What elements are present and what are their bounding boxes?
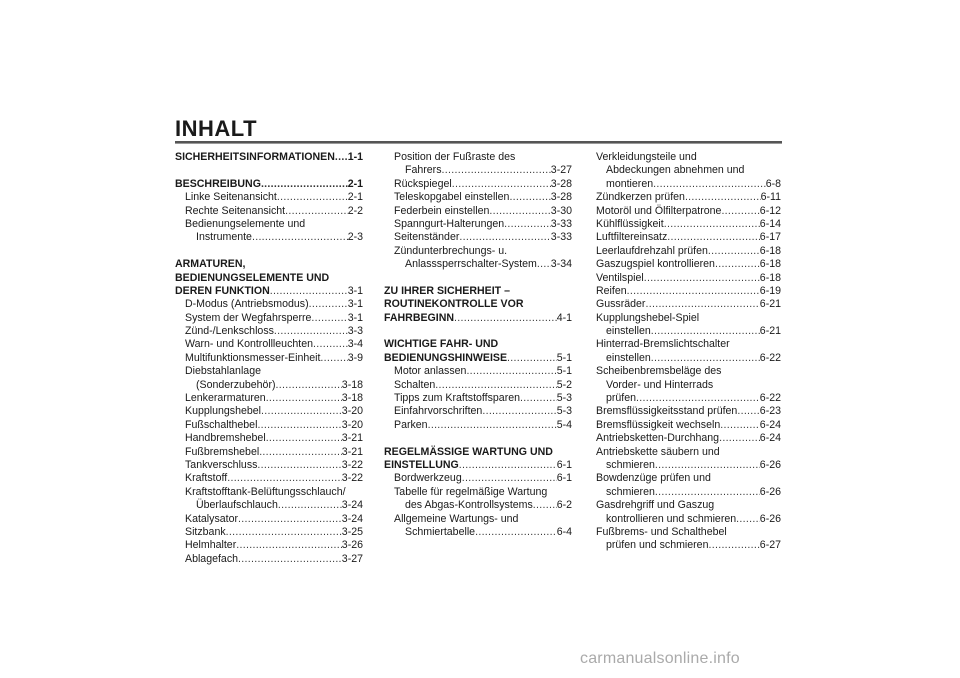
toc-entry-continued: Bedienungselemente und (185, 217, 306, 230)
toc-entry-continued: Position der Fußraste des (394, 151, 516, 163)
toc-entry-continued: Gasdrehgriff und Gaszug (596, 499, 715, 512)
toc-entry[interactable]: Bremsflüssigkeit wechseln ..... 6-24 (596, 419, 781, 432)
toc-entry[interactable]: Federbein einstellen ..... 3-30 (384, 205, 572, 218)
toc-entry[interactable]: montieren ..... 6-8 (596, 178, 781, 191)
toc-entry[interactable]: Tipps zum Kraftstoffsparen ..... 5-3 (384, 392, 572, 405)
toc-entry-continued: Allgemeine Wartungs- und (394, 512, 519, 525)
toc-entry[interactable]: Seitenständer ..... 3-33 (384, 231, 572, 244)
toc-entry[interactable]: (Sonderzubehör) ..... 3-18 (175, 379, 363, 392)
toc-entry[interactable]: Teleskopgabel einstellen ..... 3-28 (384, 191, 572, 204)
toc-entry[interactable]: kontrollieren und schmieren ..... 6-26 (596, 513, 781, 526)
toc-entry[interactable]: prüfen und schmieren ..... 6-27 (596, 539, 781, 552)
toc-entry[interactable]: Fußschalthebel ..... 3-20 (175, 419, 363, 432)
toc-entry[interactable]: einstellen ..... 6-22 (596, 352, 781, 365)
toc-entry-continued: Diebstahlanlage (185, 365, 261, 378)
toc-entry[interactable]: Zünd-/Lenkschloss ..... 3-3 (175, 325, 363, 338)
toc-entry[interactable]: Bremsflüssigkeitsstand prüfen ..... 6-23 (596, 405, 781, 418)
toc-entry-einstellung[interactable]: EINSTELLUNG ..... 6-1 (384, 459, 572, 472)
toc-entry[interactable]: Parken ..... 5-4 (384, 419, 572, 432)
toc-entry[interactable]: Ablagefach ..... 3-27 (175, 553, 363, 566)
toc-entry[interactable]: Überlaufschlauch ..... 3-24 (175, 499, 363, 512)
toc-entry[interactable]: Instrumente ..... 2-3 (175, 231, 363, 244)
title-rule (175, 141, 782, 144)
toc-entry[interactable]: Multifunktionsmesser-Einheit ..... 3-9 (175, 352, 363, 365)
toc-entry-deren-funktion[interactable]: DEREN FUNKTION ..... 3-1 (175, 285, 363, 298)
toc-entry[interactable]: Ventilspiel ..... 6-18 (596, 272, 781, 285)
toc-entry[interactable]: Linke Seitenansicht ..... 2-1 (175, 191, 363, 204)
toc-entry[interactable]: prüfen ..... 6-22 (596, 392, 781, 405)
toc-entry[interactable]: Anlasssperrschalter-System ..... 3-34 (384, 258, 572, 271)
toc-entry[interactable]: Motoröl und Ölfilterpatrone ..... 6-12 (596, 205, 781, 218)
toc-entry[interactable]: Gussräder ..... 6-21 (596, 298, 781, 311)
toc-entry-continued: Kraftstofftank-Belüftungsschlauch/ (185, 485, 346, 498)
toc-entry[interactable]: einstellen ..... 6-21 (596, 325, 781, 338)
toc-entry[interactable]: Katalysator ..... 3-24 (175, 513, 363, 526)
toc-section-heading: REGELMÄSSIGE WARTUNG UND (384, 445, 553, 458)
toc-section-heading: WICHTIGE FAHR- UND (384, 338, 499, 351)
toc-entry[interactable]: Zündkerzen prüfen ..... 6-11 (596, 191, 781, 204)
toc-entry[interactable]: Rechte Seitenansicht ..... 2-2 (175, 205, 363, 218)
toc-entry-continued: Antriebskette säubern und (596, 445, 720, 458)
toc-section-heading: ROUTINEKONTROLLE VOR (384, 298, 524, 311)
toc-entry[interactable]: Sitzbank ..... 3-25 (175, 526, 363, 539)
toc-entry-continued: Abdeckungen abnehmen und (606, 164, 745, 177)
toc-entry[interactable]: System der Wegfahrsperre ..... 3-1 (175, 312, 363, 325)
toc-column-3 (596, 151, 781, 553)
toc-section-heading: ZU IHRER SICHERHEIT – (384, 284, 510, 297)
toc-entry[interactable]: des Abgas-Kontrollsystems ..... 6-2 (384, 499, 572, 512)
toc-entry[interactable]: D-Modus (Antriebsmodus) ..... 3-1 (175, 298, 363, 311)
toc-entry[interactable]: Tankverschluss ..... 3-22 (175, 459, 363, 472)
toc-entry[interactable]: Helmhalter ..... 3-26 (175, 539, 363, 552)
toc-entry-continued: Vorder- und Hinterrads (606, 378, 714, 391)
toc-entry[interactable]: schmieren ..... 6-26 (596, 459, 781, 472)
page-title: INHALT (175, 116, 258, 141)
toc-entry[interactable]: Handbremshebel ..... 3-21 (175, 432, 363, 445)
toc-entry[interactable]: Kupplungshebel ..... 3-20 (175, 405, 363, 418)
toc-entry[interactable]: Rückspiegel ..... 3-28 (384, 178, 572, 191)
toc-entry-continued: Fußbrems- und Schalthebel (596, 525, 727, 538)
toc-entry[interactable]: Warn- und Kontrollleuchten ..... 3-4 (175, 338, 363, 351)
toc-entry-continued: Kupplungshebel-Spiel (596, 311, 700, 324)
toc-entry[interactable]: Lenkerarmaturen ..... 3-18 (175, 392, 363, 405)
toc-entry-continued: Zündunterbrechungs- u. (394, 244, 508, 257)
watermark-text: carmanualsonline.info (580, 650, 740, 667)
toc-entry-continued: Scheibenbremsbeläge des (596, 365, 722, 378)
toc-entry[interactable]: Reifen ..... 6-19 (596, 285, 781, 298)
toc-entry[interactable]: Antriebsketten-Durchhang ..... 6-24 (596, 432, 781, 445)
toc-entry-continued: Verkleidungsteile und (596, 151, 697, 163)
toc-section-heading: ARMATUREN, (175, 258, 246, 271)
toc-entry[interactable]: Einfahrvorschriften ..... 5-3 (384, 405, 572, 418)
toc-entry-continued: Bowdenzüge prüfen und (596, 472, 711, 485)
toc-entry[interactable]: Schmiertabelle ..... 6-4 (384, 526, 572, 539)
toc-entry-sicherheitsinformationen[interactable]: SICHERHEITSINFORMATIONEN ..... 1-1 (175, 151, 363, 164)
toc-entry-fahrbeginn[interactable]: FAHRBEGINN ..... 4-1 (384, 312, 572, 325)
toc-entry[interactable]: Kraftstoff ..... 3-22 (175, 472, 363, 485)
toc-entry[interactable]: Bordwerkzeug ..... 6-1 (384, 472, 572, 485)
toc-column-1 (175, 151, 363, 566)
toc-entry-bedienungshinweise[interactable]: BEDIENUNGSHINWEISE ..... 5-1 (384, 352, 572, 365)
toc-entry[interactable]: Fußbremshebel ..... 3-21 (175, 446, 363, 459)
toc-entry-beschreibung[interactable]: BESCHREIBUNG ..... 2-1 (175, 178, 363, 191)
toc-entry[interactable]: Motor anlassen ..... 5-1 (384, 365, 572, 378)
toc-entry[interactable]: Leerlaufdrehzahl prüfen ..... 6-18 (596, 245, 781, 258)
toc-entry[interactable]: Kühlflüssigkeit ..... 6-14 (596, 218, 781, 231)
toc-entry[interactable]: Gaszugspiel kontrollieren ..... 6-18 (596, 258, 781, 271)
toc-entry[interactable]: Schalten ..... 5-2 (384, 379, 572, 392)
toc-entry-continued: Tabelle für regelmäßige Wartung (394, 485, 548, 498)
toc-entry[interactable]: schmieren ..... 6-26 (596, 486, 781, 499)
toc-entry[interactable]: Luftfiltereinsatz ..... 6-17 (596, 231, 781, 244)
toc-column-2 (384, 151, 572, 539)
toc-entry[interactable]: Spanngurt-Halterungen ..... 3-33 (384, 218, 572, 231)
toc-section-heading: BEDIENUNGSELEMENTE UND (175, 271, 330, 284)
toc-entry-continued: Hinterrad-Bremslichtschalter (596, 338, 730, 351)
toc-entry[interactable]: Fahrers ..... 3-27 (384, 164, 572, 177)
